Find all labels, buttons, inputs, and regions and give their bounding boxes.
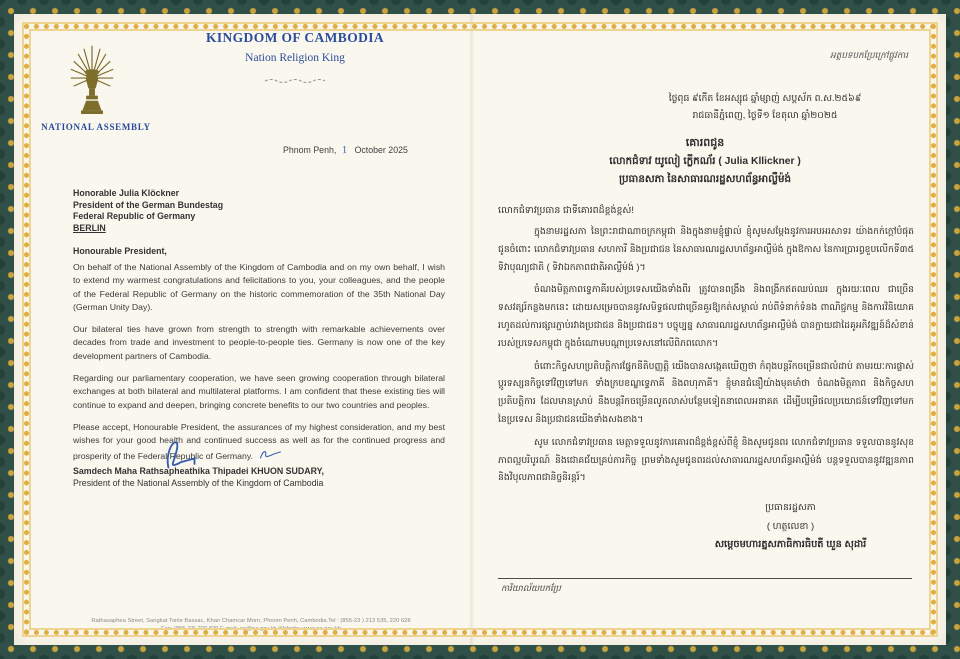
assembly-label: NATIONAL ASSEMBLY — [41, 122, 151, 132]
divider-squiggle-icon — [150, 72, 440, 90]
footer-contacts: Fax: (855-23) 220 829 E-mail: ag@na.gov.kh Website: www.na.gov.kh — [161, 626, 341, 632]
footer-address: Rathasaphea Street, Sangkat Tonle Bassac, Khan Chamcar Morn, Phnom Penh, Cambodia.Tel : (855-23 ) 213 535, 220 628 — [91, 618, 411, 624]
unofficial-translation-note: អត្ថបទបកប្រែក្រៅផ្លូវការ — [830, 50, 908, 60]
page-fold-line — [469, 14, 474, 645]
recipient-title: President of the German Bundestag — [73, 199, 224, 210]
paragraph-1: On behalf of the National Assembly of the Kingdom of Cambodia and on my own behalf, I wish to extend my warmest congratulations and felicitations to you, your colleagues, and the people of the Federal Republic of Germany on the historic commemoration of the 35th National Day (German Unity Day). — [73, 262, 445, 312]
khmer-footnote: ការិយាល័យបកប្រែ — [501, 583, 561, 593]
khmer-paragraph-3: ចំពោះកិច្ចសហប្រតិបត្តិការផ្នែកនីតិបញ្ញត្តិ យើងបានសង្កេតឃើញថា កំពុងបន្តរីកចម្រើនជាលំដាប់ តាមរយៈការផ្លាស់ប្ដូរទស្សនកិច្ចទៅវិញទៅមក ទាំងក្របខណ្ឌទ្វេភាគី និងពហុភាគី។ ខ្ញុំមានជំនឿយ៉ាងមុតមាំថា ចំណងមិត្តភាព និងកិច្ចសហប្រតិបត្តិការ ដែលមានស្រាប់ នឹងបន្តរីកចម្រើនលូតលាស់បន្ថែមទៀតនាពេលអនាគត ដើម្បីបម្រើផលប្រយោជន៍ទៅវិញទៅមក នៃប្រទេស និងប្រជាជនយើងទាំងសងខាង។ — [498, 360, 914, 424]
dateline — [283, 145, 453, 156]
khmer-paragraph-2: ចំណងមិត្តភាពទ្វេភាគីរបស់ប្រទេសយើងទាំងពីរ ត្រូវបានពង្រឹង និងពង្រីកឥតឈប់ឈរ ក្នុងរយៈពេល ជាច្រើនទសវត្សរ៍កន្លងមកនេះ ដោយសម្រេចបាននូវសមិទ្ធផលជាច្រើនគួរឱ្យកត់សម្គាល់ រាប់ពីទំនាក់ទំនង ពាណិជ្ជកម្ម និងការវិនិយោគ រហូតដល់ការផ្សារភ្ជាប់រវាងប្រជាជន និងប្រជាជន។ បច្ចុប្បន្ន សាធារណរដ្ឋសហព័ន្ធអាល្លឺម៉ង់ បានក្លាយជាដៃគូអភិវឌ្ឍន៍ដ៏សំខាន់របស់ប្រទេសកម្ពុជា ក្នុងចំណោមបណ្ដាប្រទេសនៅលើពិភពលោក។ — [498, 284, 914, 348]
khmer-signer-role: ប្រធានរដ្ឋសភា — [765, 501, 816, 512]
salutation: Honourable President, — [73, 246, 167, 256]
khmer-lunar-date: ថ្ងៃពុធ ៩កើត ខែអស្សុជ ឆ្នាំម្សាញ់ សប្តស័ក ព.ស.២៥៦៩ — [668, 93, 862, 103]
recipient-country: Federal Republic of Germany — [73, 211, 196, 221]
ink-initial-mark — [257, 448, 283, 465]
khmer-paragraph-4: សូម លោកជំទាវប្រធាន មេត្តាទទួលនូវការគោរពដ៏ខ្ពង់ខ្ពស់ពីខ្ញុំ និងសូមជូនពរ លោកជំទាវប្រធាន ទទួលបាននូវសុខភាពល្អបរិបូរណ៍ និងជោគជ័យគ្រប់ភារកិច្ច ព្រមទាំងសូមជូនពរដល់សាធារណរដ្ឋសហព័ន្ធអាល្លឺម៉ង់ បន្តទទួលបាននូវវឌ្ឍនភាព និងវិបុលភាពជានិច្ចនិរន្តរ៍។ — [498, 436, 914, 483]
paragraph-2: Our bilateral ties have grown from strength to strength with remarkable achievements over decades from trade and investment to people-to-people ties. Germany is now one of the key development partners of Cambodia. — [73, 324, 445, 361]
signer-title: President of the National Assembly of the Kingdom of Cambodia — [73, 477, 324, 488]
khmer-heading-respect: គោរពជូន — [685, 137, 725, 149]
recipient-name: Honorable Julia Klöckner — [73, 188, 180, 198]
kingdom-title: KINGDOM OF CAMBODIA — [205, 30, 385, 45]
signer-name: Samdech Maha Rathsapheathika Thipadei KHUON SUDARY, — [73, 466, 324, 476]
letterhead — [150, 30, 440, 90]
kingdom-motto: Nation Religion King — [245, 52, 345, 64]
recipient-address — [73, 188, 223, 234]
page-footer — [38, 617, 464, 633]
letter-body — [73, 261, 445, 474]
khmer-heading-title: ប្រធានសភា នៃសាធារណរដ្ឋសហព័ន្ធអាល្លឺម៉ង់ — [618, 174, 792, 185]
national-assembly-emblem-icon — [70, 44, 114, 118]
paragraph-3: Regarding our parliamentary cooperation, we have seen growing cooperation through bilateral exchanges at both bilateral and multilateral platforms. I am confident that these existing ties will continue to expand and deepen, bringing concrete benefits to our two countries and peoples. — [73, 373, 445, 410]
khmer-heading-block — [498, 134, 912, 190]
khmer-dateline — [618, 90, 912, 123]
khmer-civil-date: រាជធានីភ្នំពេញ, ថ្ងៃទី១ ខែតុលា ឆ្នាំ២០២៥ — [692, 109, 838, 120]
signature-block — [73, 466, 324, 489]
khmer-heading-recipient: លោកជំទាវ យូលៀ ក្លើកណ័រ ( Julia Kllickner ) — [609, 155, 801, 167]
footnote-rule — [498, 578, 912, 579]
handwritten-day: 1 — [341, 144, 349, 157]
dateline-city: Phnom Penh, — [283, 145, 337, 155]
khmer-signer-name: សម្ដេចមហារត្នសភាធិការធិបតី ឃួន សុដារី — [714, 539, 867, 550]
khmer-signature-note: ( ហត្ថលេខា ) — [766, 520, 815, 531]
recipient-city: BERLIN — [73, 222, 106, 233]
khmer-salutation: លោកជំទាវប្រធាន ជាទីគោរពដ៏ខ្ពង់ខ្ពស់! — [498, 204, 634, 215]
khmer-letter-body — [498, 223, 914, 495]
khmer-signature-block — [663, 497, 918, 554]
dateline-month-year: October 2025 — [354, 145, 408, 155]
khmer-paragraph-1: ក្នុងនាមរដ្ឋសភា នៃព្រះរាជាណាចក្រកម្ពុជា និងក្នុងនាមខ្ញុំផ្ទាល់ ខ្ញុំសូមសម្ដែងនូវការអបអរសាទរ យ៉ាងកក់ក្ដៅបំផុត ជូនចំពោះ លោកជំទាវប្រធាន សហការី និងប្រជាជន នៃសាធារណរដ្ឋសហព័ន្ធអាល្លឺម៉ង់ ក្នុងឱកាស នៃការប្រារព្ធខួបលើកទី៣៥ ទិវាបុណ្យជាតិ ( ទិវាឯកភាពជាតិអាល្លឺម៉ង់ )។ — [498, 226, 914, 272]
paragraph-4: Please accept, Honourable President, the assurances of my highest consideration, and my best wishes for your good health and continued success as well as for the continued progress and prosperity of the Federal Republic of Germany. — [73, 421, 445, 465]
